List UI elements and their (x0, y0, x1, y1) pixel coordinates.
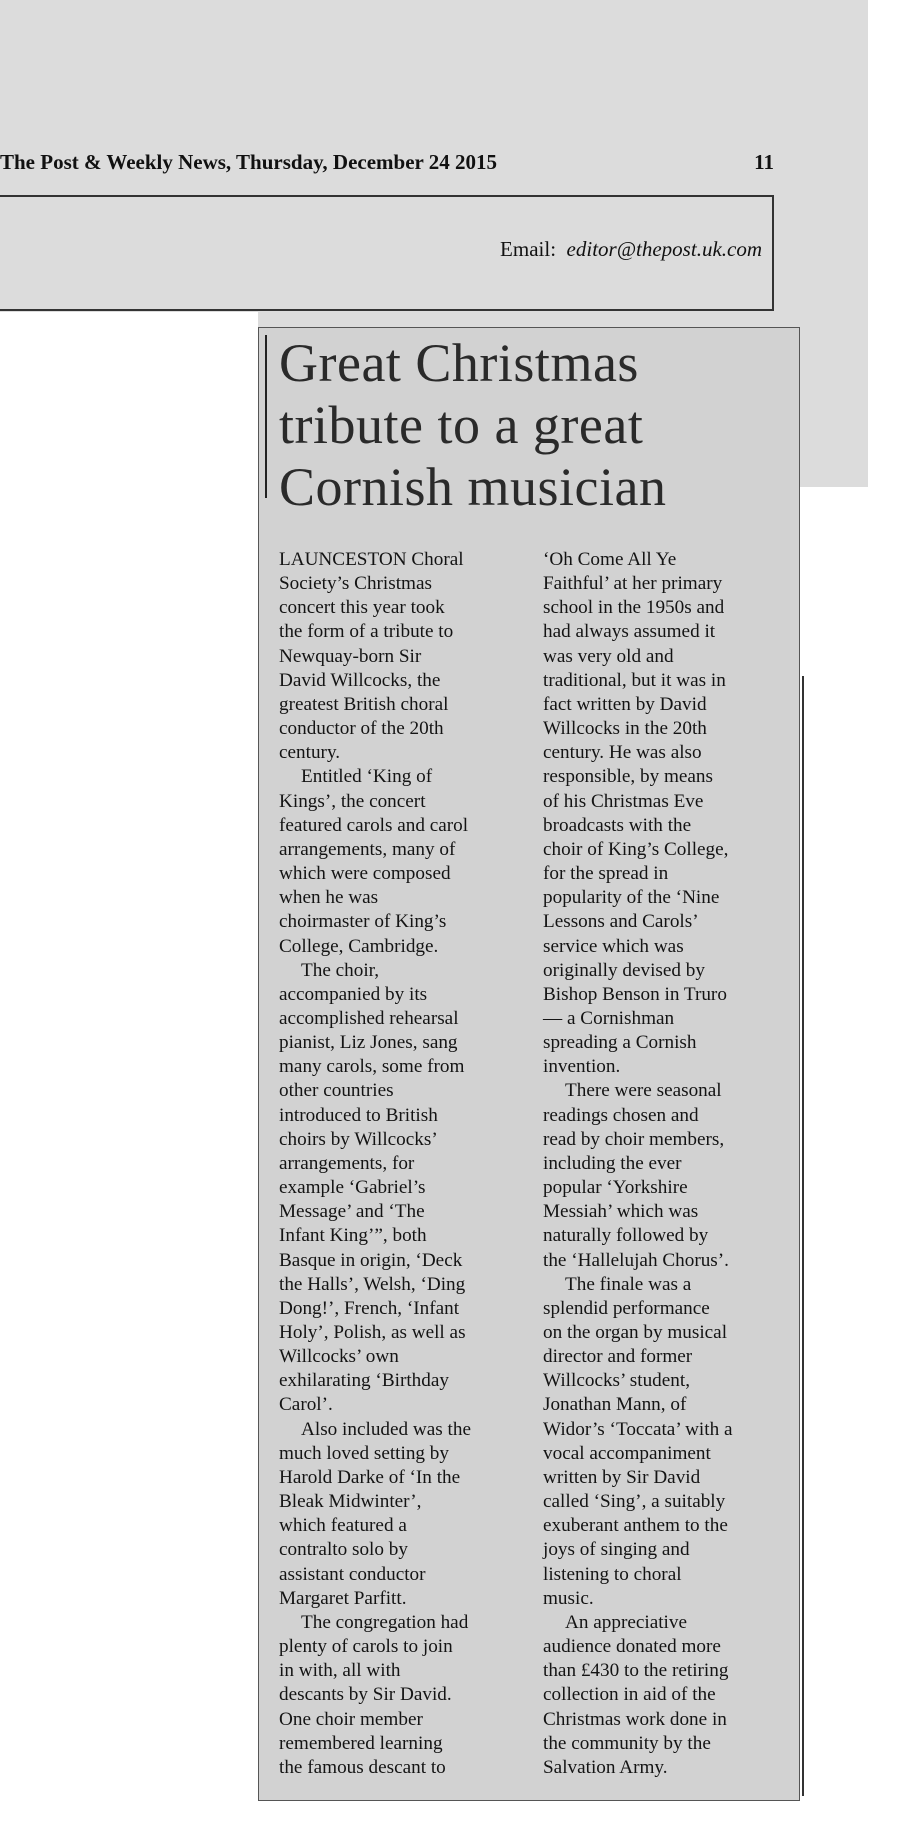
article-text-line: LAUNCESTON Choral (279, 549, 464, 570)
contact-box (0, 195, 774, 311)
masthead (0, 150, 780, 180)
article-text-line: the form of a tribute to (279, 621, 454, 643)
article-text-line: century. (279, 742, 341, 764)
article-text-line: exhilarating ‘Birthday (279, 1370, 449, 1392)
headline-line: Great Christmas (279, 333, 639, 393)
article-text-line: accomplished rehearsal (279, 1007, 459, 1029)
article-text-line: Harold Darke of ‘In the (279, 1466, 461, 1488)
article-text-line: There were seasonal (565, 1080, 722, 1102)
article-text-line: Lessons and Carols’ (543, 911, 699, 933)
article-headline (279, 332, 789, 518)
article-text-line: remembered learning (279, 1732, 443, 1754)
article-text-line: responsible, by means (543, 766, 713, 788)
article-text-line: Newquay-born Sir (279, 645, 422, 667)
article-text-line: which featured a (279, 1515, 407, 1537)
article-text-line: naturally followed by (543, 1225, 709, 1247)
article-text-line: ‘Oh Come All Ye (543, 549, 677, 570)
article-text-line: Bleak Midwinter’, (279, 1491, 422, 1513)
article-text-line: including the ever (543, 1152, 682, 1174)
article-text-line: director and former (543, 1346, 693, 1368)
article-text-line: joys of singing and (543, 1539, 690, 1561)
article-text-line: read by choir members, (543, 1128, 725, 1150)
article-text-line: broadcasts with the (543, 814, 692, 836)
article-text-line: audience donated more (543, 1636, 721, 1658)
article-column-1 (279, 548, 527, 1780)
article-text-line: traditional, but it was in (543, 669, 726, 691)
article-text-line: choirmaster of King’s (279, 911, 447, 933)
article-text-line: College, Cambridge. (279, 935, 439, 957)
article-text-line: Holy’, Polish, as well as (279, 1322, 466, 1343)
article-text-line: collection in aid of the (543, 1684, 716, 1706)
article-text-line: on the organ by musical (543, 1322, 728, 1343)
article-text-line: contralto solo by (279, 1539, 408, 1561)
article-text-line: Bishop Benson in Truro (543, 983, 727, 1005)
article-text-line: spreading a Cornish (543, 1032, 697, 1054)
article-text-line: splendid performance (543, 1297, 710, 1319)
article-text-line: invention. (543, 1056, 621, 1078)
article-text-line: example ‘Gabriel’s (279, 1177, 426, 1199)
article-text-line: exuberant anthem to the (543, 1515, 728, 1537)
email-line (500, 237, 762, 262)
article-text-line: vocal accompaniment (543, 1442, 711, 1464)
article-text-line: which were composed (279, 863, 451, 885)
article-column-2 (543, 548, 791, 1780)
article-text-line: the famous descant to (279, 1756, 446, 1778)
article-text-line: accompanied by its (279, 983, 428, 1005)
article-text-line: Willcocks’ own (279, 1346, 399, 1368)
article-text-line: introduced to British (279, 1104, 438, 1126)
article-text-line: the ‘Hallelujah Chorus’. (543, 1249, 729, 1271)
article-text-line: Christmas work done in (543, 1708, 727, 1730)
article-text-line: Willcocks’ student, (543, 1370, 691, 1392)
article-text-line: had always assumed it (543, 621, 716, 643)
article-text-line: was very old and (543, 645, 674, 667)
article-text-line: of his Christmas Eve (543, 790, 704, 812)
email-address: editor@thepost.uk.com (566, 237, 762, 261)
article-text-line: Carol’. (279, 1394, 333, 1416)
article-text-line: Society’s Christmas (279, 573, 432, 595)
article-text-line: descants by Sir David. (279, 1684, 452, 1706)
article-text-line: music. (543, 1587, 594, 1609)
column-rule (802, 676, 804, 1796)
article-text-line: than £430 to the retiring (543, 1660, 729, 1682)
article-text-line: — a Cornishman (543, 1007, 675, 1029)
article-text-line: choirs by Willcocks’ (279, 1128, 438, 1150)
article-text-line: Widor’s ‘Toccata’ with a (543, 1418, 733, 1440)
article-text-line: Jonathan Mann, of (543, 1394, 687, 1416)
page-cutout (0, 312, 258, 492)
article-text-line: pianist, Liz Jones, sang (279, 1032, 458, 1054)
article-text-line: called ‘Sing’, a suitably (543, 1491, 726, 1513)
article-text-line: originally devised by (543, 959, 705, 981)
article-text-line: Infant King’”, both (279, 1225, 427, 1247)
article-text-line: Messiah’ which was (543, 1201, 699, 1223)
article-text-line: fact written by David (543, 693, 707, 715)
article-text-line: for the spread in (543, 863, 669, 885)
article-text-line: century. He was also (543, 742, 702, 764)
article-text-line: conductor of the 20th (279, 718, 444, 740)
article-text-line: Kings’, the concert (279, 790, 426, 812)
article-text-line: the community by the (543, 1732, 711, 1754)
article-text-line: An appreciative (565, 1611, 687, 1633)
article-text-line: Salvation Army. (543, 1756, 668, 1778)
article-text-line: plenty of carols to join (279, 1636, 453, 1658)
article-text-line: in with, all with (279, 1660, 401, 1682)
article-text-line: arrangements, many of (279, 838, 456, 860)
article-text-line: when he was (279, 887, 379, 909)
article-text-line: school in the 1950s and (543, 597, 725, 619)
article-text-line: popularity of the ‘Nine (543, 887, 720, 909)
article-text-line: many carols, some from (279, 1056, 465, 1078)
article-text-line: choir of King’s College, (543, 838, 729, 860)
article-text-line: service which was (543, 935, 684, 957)
headline-line: Cornish musician (279, 457, 667, 517)
article-text-line: Margaret Parfitt. (279, 1587, 407, 1609)
article-text-line: much loved setting by (279, 1442, 449, 1464)
article-text-line: The finale was a (565, 1273, 692, 1295)
article-text-line: popular ‘Yorkshire (543, 1177, 688, 1199)
headline-rule (265, 335, 267, 498)
article-text-line: The congregation had (301, 1611, 469, 1633)
article-text-line: written by Sir David (543, 1466, 701, 1488)
article-text-line: Also included was the (301, 1418, 471, 1440)
article-text-line: Entitled ‘King of (301, 766, 433, 788)
masthead-title: The Post & Weekly News, Thursday, December 24 2015 (0, 150, 497, 174)
article-text-line: featured carols and carol (279, 814, 469, 836)
article-text-line: the Halls’, Welsh, ‘Ding (279, 1273, 466, 1295)
email-label: Email: (500, 237, 557, 261)
article-text-line: Basque in origin, ‘Deck (279, 1249, 463, 1271)
article-text-line: readings chosen and (543, 1104, 699, 1126)
article-text-line: Willcocks in the 20th (543, 718, 707, 740)
headline-line: tribute to a great (279, 395, 644, 455)
article-text-line: Message’ and ‘The (279, 1201, 425, 1223)
article-text-line: assistant conductor (279, 1563, 426, 1585)
article-text-line: greatest British choral (279, 693, 449, 715)
article-text-line: listening to choral (543, 1563, 682, 1585)
article-text-line: One choir member (279, 1708, 423, 1730)
article-text-line: arrangements, for (279, 1152, 415, 1174)
article-text-line: Faithful’ at her primary (543, 573, 723, 595)
article-text-line: The choir, (301, 959, 380, 981)
article-text-line: concert this year took (279, 597, 445, 619)
page-number: 11 (754, 150, 774, 174)
article-text-line: other countries (279, 1080, 394, 1102)
article-text-line: Dong!’, French, ‘Infant (279, 1297, 460, 1319)
article-text-line: David Willcocks, the (279, 669, 441, 691)
